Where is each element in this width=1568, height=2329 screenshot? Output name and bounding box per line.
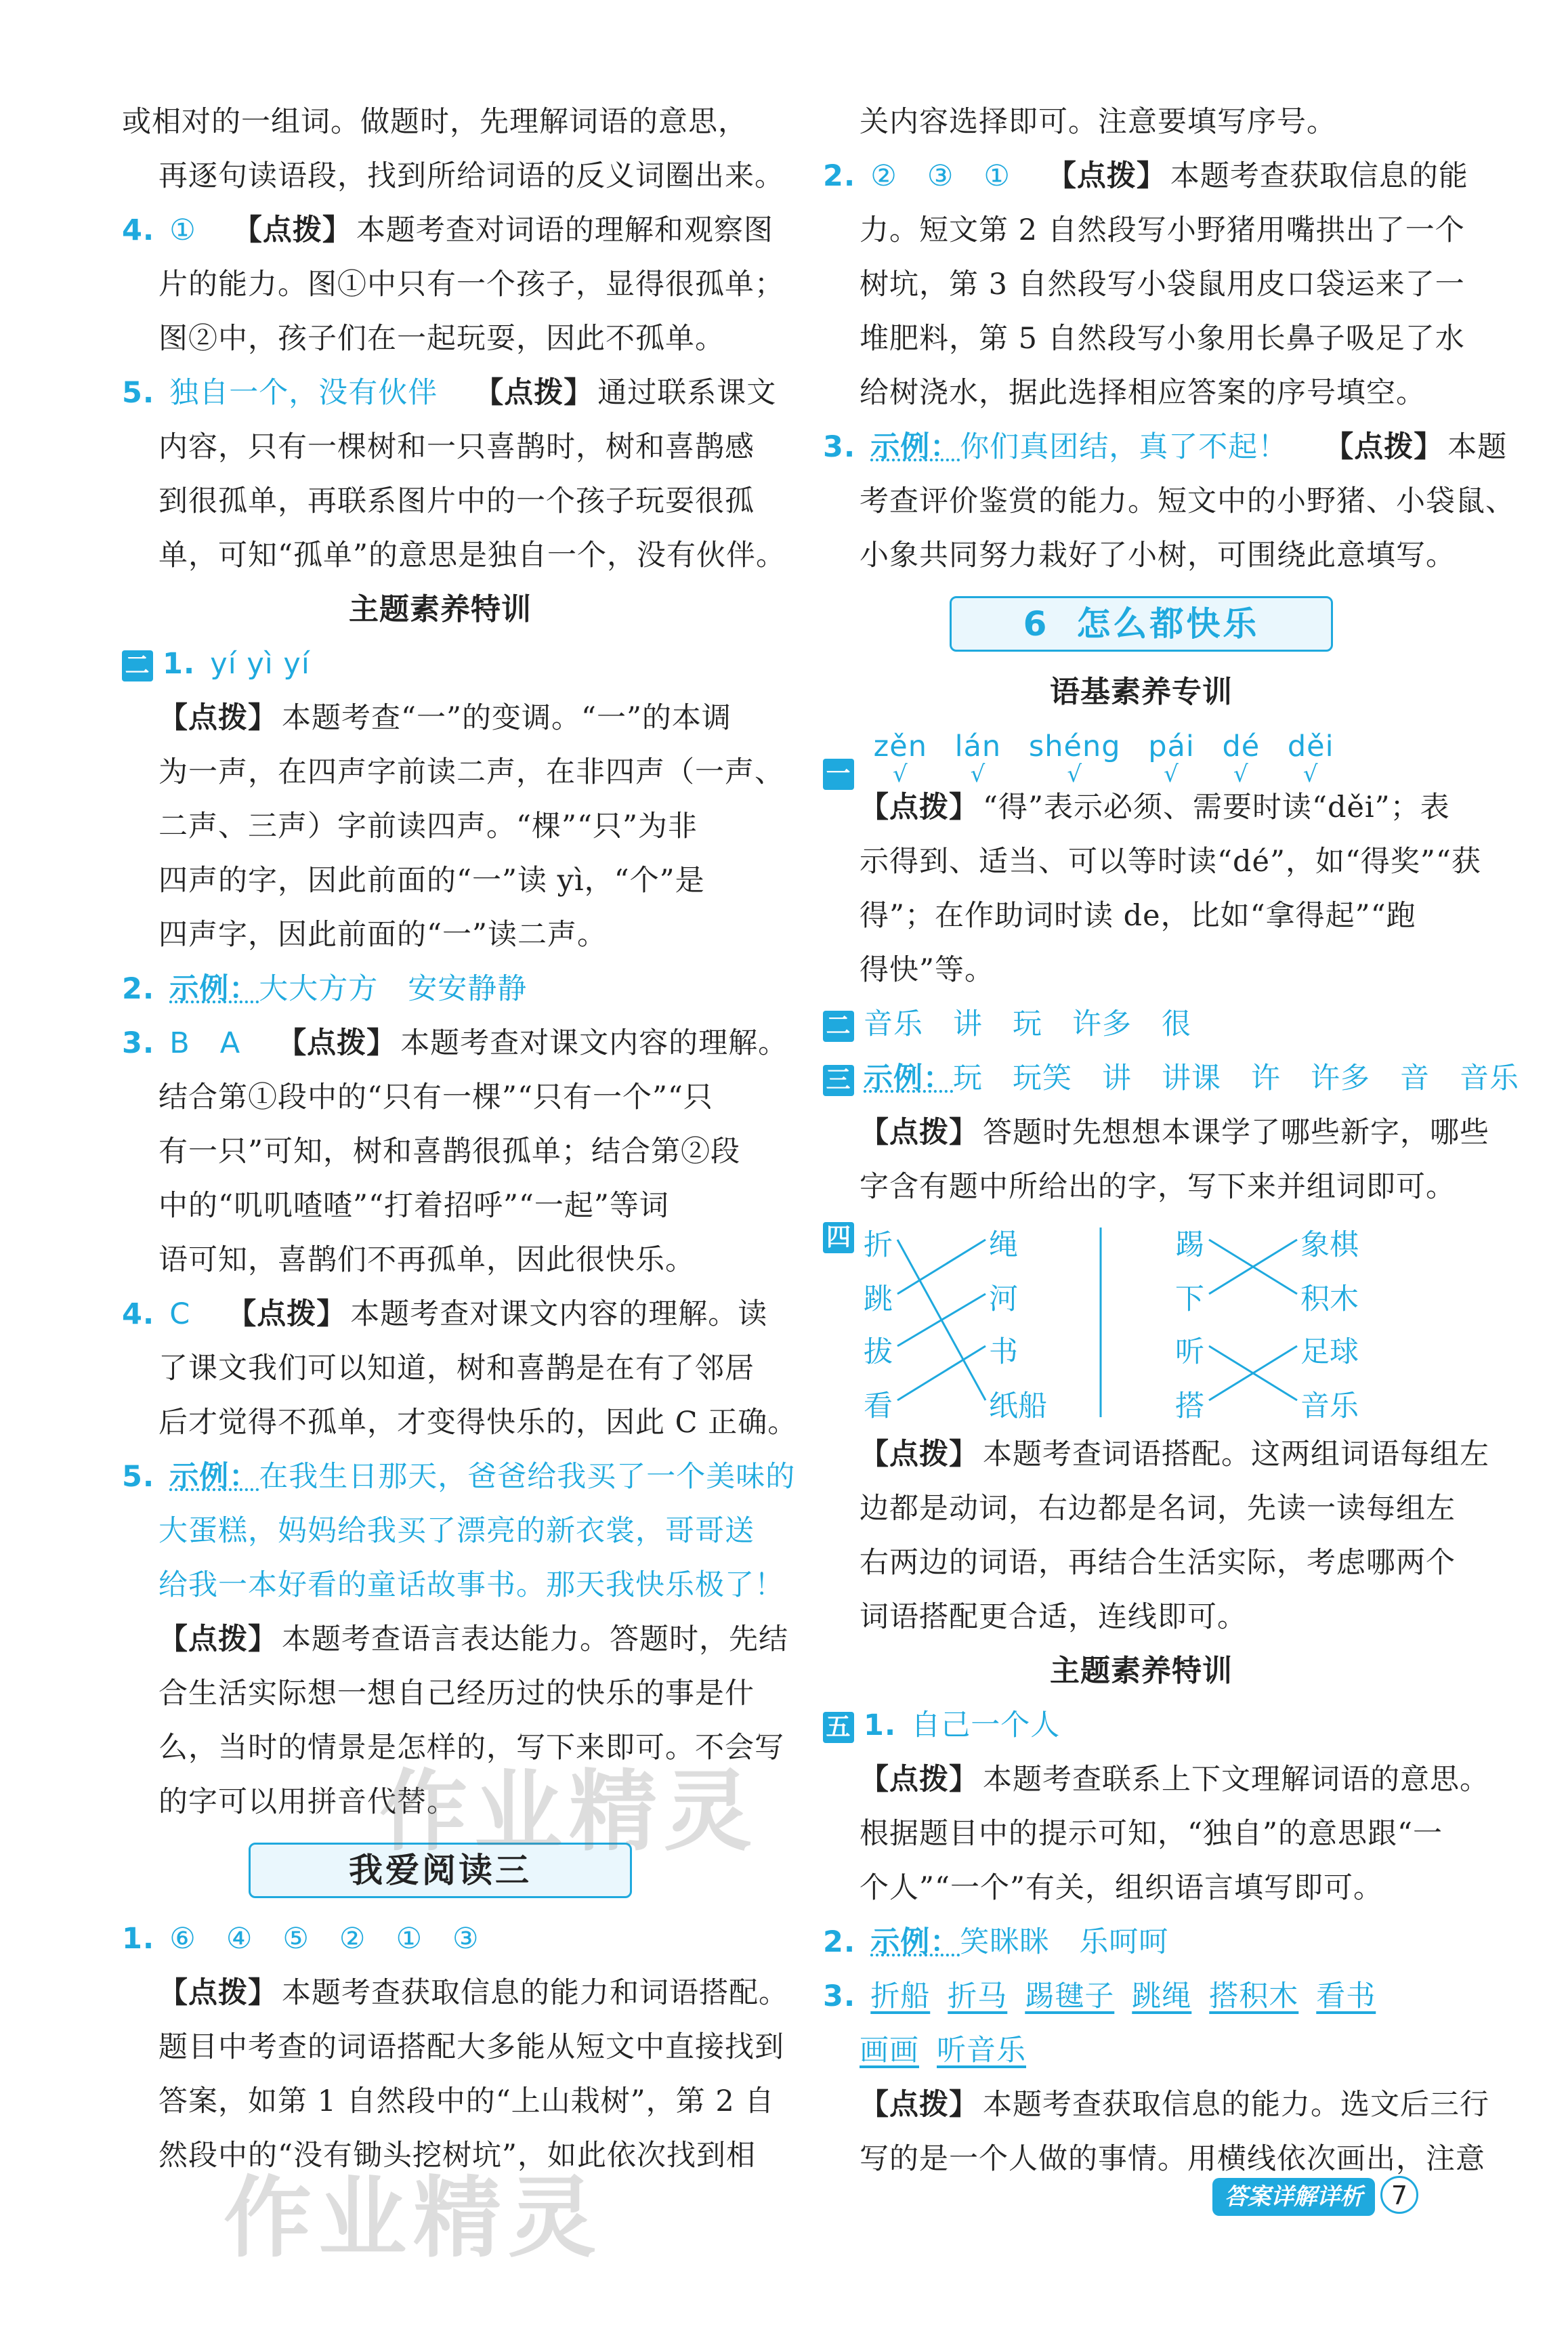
hint-line: 【点拨】 本题考查“一”的变调。“一”的本调: [158, 701, 732, 735]
match-word: 跳: [864, 1282, 893, 1316]
pinyin-option: děi √: [1287, 730, 1334, 788]
pinyin-option: shéng √: [1028, 730, 1121, 788]
match-word: 积木: [1300, 1282, 1359, 1316]
text-line: 关内容选择即可。注意要填写序号。: [860, 105, 1336, 139]
section-badge: 三: [823, 1065, 854, 1096]
section-badge: 二: [122, 650, 153, 681]
hint-label: 【点拨】: [1046, 159, 1166, 193]
text-line: 四声字，因此前面的“一”读二声。: [158, 918, 607, 952]
question-2b: 2. 示例：笑眯眯 乐呵呵: [823, 1925, 1169, 1959]
hint-label: 【点拨】: [474, 376, 594, 410]
left-column: [122, 95, 798, 2183]
text-line: 么，当时的情景是怎样的，写下来即可。不会写: [158, 1731, 784, 1765]
text-line: 中的“叽叽喳喳”“打着招呼”“一起”等词: [158, 1189, 669, 1223]
section-heading: 主题素养特训: [349, 592, 532, 627]
check-icon: √: [1067, 761, 1083, 788]
match-word: 象棋: [1300, 1228, 1359, 1262]
match-word: 拔: [864, 1335, 893, 1369]
section-heading: 主题素养特训: [1050, 1654, 1233, 1688]
hint-line: 【点拨】 “得”表示必须、需要时读“děi”；表: [860, 791, 1450, 824]
reading-q1: 1. ⑥ ④ ⑤ ② ① ③: [122, 1922, 480, 1956]
right-column: [823, 95, 1519, 2186]
hint-label: 【点拨】: [232, 213, 352, 247]
check-icon: √: [970, 761, 986, 788]
hint-line: 【点拨】 本题考查语言表达能力。答题时，先结: [158, 1622, 788, 1656]
text-line: 或相对的一组词。做题时，先理解词语的意思，: [122, 105, 748, 139]
lesson-title: 怎么都快乐: [1076, 604, 1260, 644]
section-2-q1: 二 1. yí yì yí: [122, 637, 759, 691]
pinyin-option: pái √: [1148, 730, 1195, 788]
text-line: 题目中考查的词语搭配大多能从短文中直接找到: [158, 2030, 784, 2064]
hint-label: 【点拨】: [860, 791, 979, 824]
text-line: 得”；在作助词时读 de，比如“拿得起”“跑: [860, 899, 1416, 933]
watermark: 作业精灵: [224, 2166, 603, 2269]
match-word: 搭: [1175, 1389, 1204, 1423]
section-title: 我爱阅读三: [349, 1851, 532, 1890]
answer-line: 给我一本好看的童话故事书。那天我快乐极了！: [158, 1568, 784, 1602]
section-5-q1: 五 1. 自己一个人: [823, 1698, 1460, 1753]
question-2: 2. 示例：大大方方 安安静静: [122, 972, 528, 1006]
question-3: 3. B A 【点拨】 本题考查对课文内容的理解。: [122, 1026, 788, 1060]
section-1-pinyin: [823, 719, 1460, 788]
page-number: 7: [1380, 2176, 1418, 2214]
hint-line: 【点拨】 答题时先想想本课学了哪些新字，哪些: [860, 1116, 1489, 1150]
match-word: 足球: [1300, 1335, 1359, 1369]
hint-label: 【点拨】: [158, 1976, 278, 2010]
section-badge: 五: [823, 1712, 854, 1743]
hint-label: 【点拨】: [1324, 430, 1444, 464]
hint-line: 【点拨】 本题考查获取信息的能力。选文后三行: [860, 2088, 1489, 2122]
text-line: 个人”“一个”有关，组织语言填写即可。: [860, 1871, 1383, 1905]
text-line: 示得到、适当、可以等时读“dé”，如“得奖”“获: [860, 845, 1481, 879]
pinyin-option: dé √: [1222, 730, 1260, 788]
text-line: 得快”等。: [860, 953, 994, 987]
match-word: 河: [989, 1282, 1018, 1316]
section-badge: 一: [823, 759, 854, 790]
section-badge: 二: [823, 1011, 854, 1042]
page-footer: [1212, 2176, 1418, 2214]
text-line: 有一只”可知，树和喜鹊很孤单；结合第②段: [158, 1135, 740, 1169]
text-line: 写的是一个人做的事情。用横线依次画出，注意: [860, 2142, 1485, 2176]
question-4b: 4. C 【点拨】 本题考查对课文内容的理解。读: [122, 1297, 768, 1331]
section-3: 三 示例：玩 玩笑 讲 讲课 许 许多 音 音乐: [823, 1051, 1460, 1106]
hint-label: 【点拨】: [860, 2088, 979, 2122]
text-line: 边都是动词，右边都是名词，先读一读每组左: [860, 1492, 1456, 1526]
match-word: 下: [1175, 1282, 1204, 1316]
text-line: 单，可知“孤单”的意思是独自一个，没有伙伴。: [158, 539, 786, 572]
hint-line: 【点拨】 本题考查联系上下文理解词语的意思。: [860, 1763, 1489, 1797]
section-2: 二 音乐 讲 玩 许多 很: [823, 997, 1460, 1051]
watermark: 作业精灵: [379, 1760, 759, 1863]
question-5: 5. 独自一个，没有伙伴 【点拨】 通过联系课文: [122, 376, 777, 410]
text-line: 了课文我们可以知道，树和喜鹊是在有了邻居: [158, 1351, 755, 1385]
text-line: 堆肥料，第 5 自然段写小象用长鼻子吸足了水: [860, 322, 1465, 356]
text-line: 内容，只有一棵树和一只喜鹊时，树和喜鹊感: [158, 430, 755, 464]
matching-lines: [823, 1214, 1460, 1427]
text-line: 再逐句读语段，找到所给词语的反义词圈出来。: [158, 159, 784, 193]
text-line: 后才觉得不孤单，才变得快乐的，因此 C 正确。: [158, 1406, 798, 1440]
hint-label: 【点拨】: [158, 1622, 278, 1656]
match-word: 踢: [1175, 1228, 1204, 1262]
pinyin-option: lán √: [954, 730, 1002, 788]
match-word: 听: [1175, 1335, 1204, 1369]
text-line: 右两边的词语，再结合生活实际，考虑哪两个: [860, 1546, 1456, 1580]
text-line: 四声的字，因此前面的“一”读 yì，“个”是: [158, 864, 705, 898]
text-line: 为一声，在四声字前读二声，在非四声（一声、: [158, 755, 784, 789]
hint-label: 【点拨】: [227, 1297, 347, 1331]
hint-label: 【点拨】: [158, 701, 278, 735]
match-word: 书: [989, 1335, 1018, 1369]
text-line: 词语搭配更合适，连线即可。: [860, 1600, 1247, 1634]
text-line: 字含有题中所给出的字，写下来并组词即可。: [860, 1170, 1456, 1204]
pinyin-option: zěn √: [873, 730, 927, 788]
section-heading: 语基素养专训: [1050, 675, 1233, 709]
text-line: 树坑，第 3 自然段写小袋鼠用皮口袋运来了一: [860, 268, 1465, 301]
text-line: 的字可以用拼音代替。: [158, 1785, 457, 1819]
hint-label: 【点拨】: [860, 1438, 979, 1471]
text-line: 图②中，孩子们在一起玩耍，因此不孤单。: [158, 322, 725, 356]
text-line: 到很孤单，再联系图片中的一个孩子玩耍很孤: [158, 484, 755, 518]
text-line: 力。短文第 2 自然段写小野猪用嘴拱出了一个: [860, 213, 1465, 247]
check-icon: √: [1164, 761, 1179, 788]
match-word: 绳: [989, 1228, 1018, 1262]
text-line: 片的能力。图①中只有一个孩子，显得很孤单；: [158, 268, 784, 301]
text-line: 语可知，喜鹊们不再孤单，因此很快乐。: [158, 1243, 695, 1277]
check-icon: √: [1302, 761, 1319, 788]
check-icon: √: [1233, 761, 1249, 788]
answer-line: 大蛋糕，妈妈给我买了漂亮的新衣裳，哥哥送: [158, 1514, 755, 1548]
question-4: 4. ① 【点拨】 本题考查对词语的理解和观察图: [122, 213, 774, 247]
match-word: 看: [864, 1389, 893, 1423]
check-icon: √: [892, 761, 908, 788]
lesson-number: 6: [1023, 604, 1050, 644]
match-word: 折: [864, 1228, 893, 1262]
question-3: 3. 示例：你们真团结，真了不起！ 【点拨】 本题: [823, 430, 1508, 464]
question-2: 2. ② ③ ① 【点拨】 本题考查获取信息的能: [823, 159, 1468, 193]
hint-line: 【点拨】 本题考查词语搭配。这两组词语每组左: [860, 1438, 1489, 1471]
text-line: 答案，如第 1 自然段中的“上山栽树”，第 2 自: [158, 2084, 775, 2118]
hint-label: 【点拨】: [860, 1116, 979, 1150]
footer-brand: 答案详解详析: [1212, 2178, 1375, 2216]
match-word: 纸船: [989, 1389, 1047, 1423]
text-line: 给树浇水，据此选择相应答案的序号填空。: [860, 376, 1426, 410]
question-5b: 5. 示例：在我生日那天，爸爸给我买了一个美味的: [122, 1460, 796, 1494]
lesson-title-box: [950, 596, 1333, 652]
text-line: 小象共同努力栽好了小树，可围绕此意填写。: [860, 539, 1456, 572]
text-line: 然段中的“没有锄头挖树坑”，如此依次找到相: [158, 2139, 756, 2173]
hint-label: 【点拨】: [860, 1763, 979, 1797]
section-4-matching: [823, 1214, 1460, 1427]
answer-line: 画画 听音乐: [860, 2034, 1026, 2068]
hint-line: 【点拨】 本题考查获取信息的能力和词语搭配。: [158, 1976, 788, 2010]
text-line: 二声、三声）字前读四声。“棵”“只”为非: [158, 810, 698, 843]
question-3b: 3. 折船 折马 踢毽子 跳绳 搭积木 看书: [823, 1979, 1376, 2013]
hint-label: 【点拨】: [277, 1026, 397, 1060]
match-word: 音乐: [1300, 1389, 1359, 1423]
section-badge: 四: [823, 1222, 854, 1253]
text-line: 考查评价鉴赏的能力。短文中的小野猪、小袋鼠、: [860, 484, 1515, 518]
text-line: 根据题目中的提示可知，“独自”的意思跟“一: [860, 1817, 1443, 1851]
text-line: 合生活实际想一想自己经历过的快乐的事是什: [158, 1677, 755, 1711]
text-line: 结合第①段中的“只有一棵”“只有一个”“只: [158, 1080, 713, 1114]
